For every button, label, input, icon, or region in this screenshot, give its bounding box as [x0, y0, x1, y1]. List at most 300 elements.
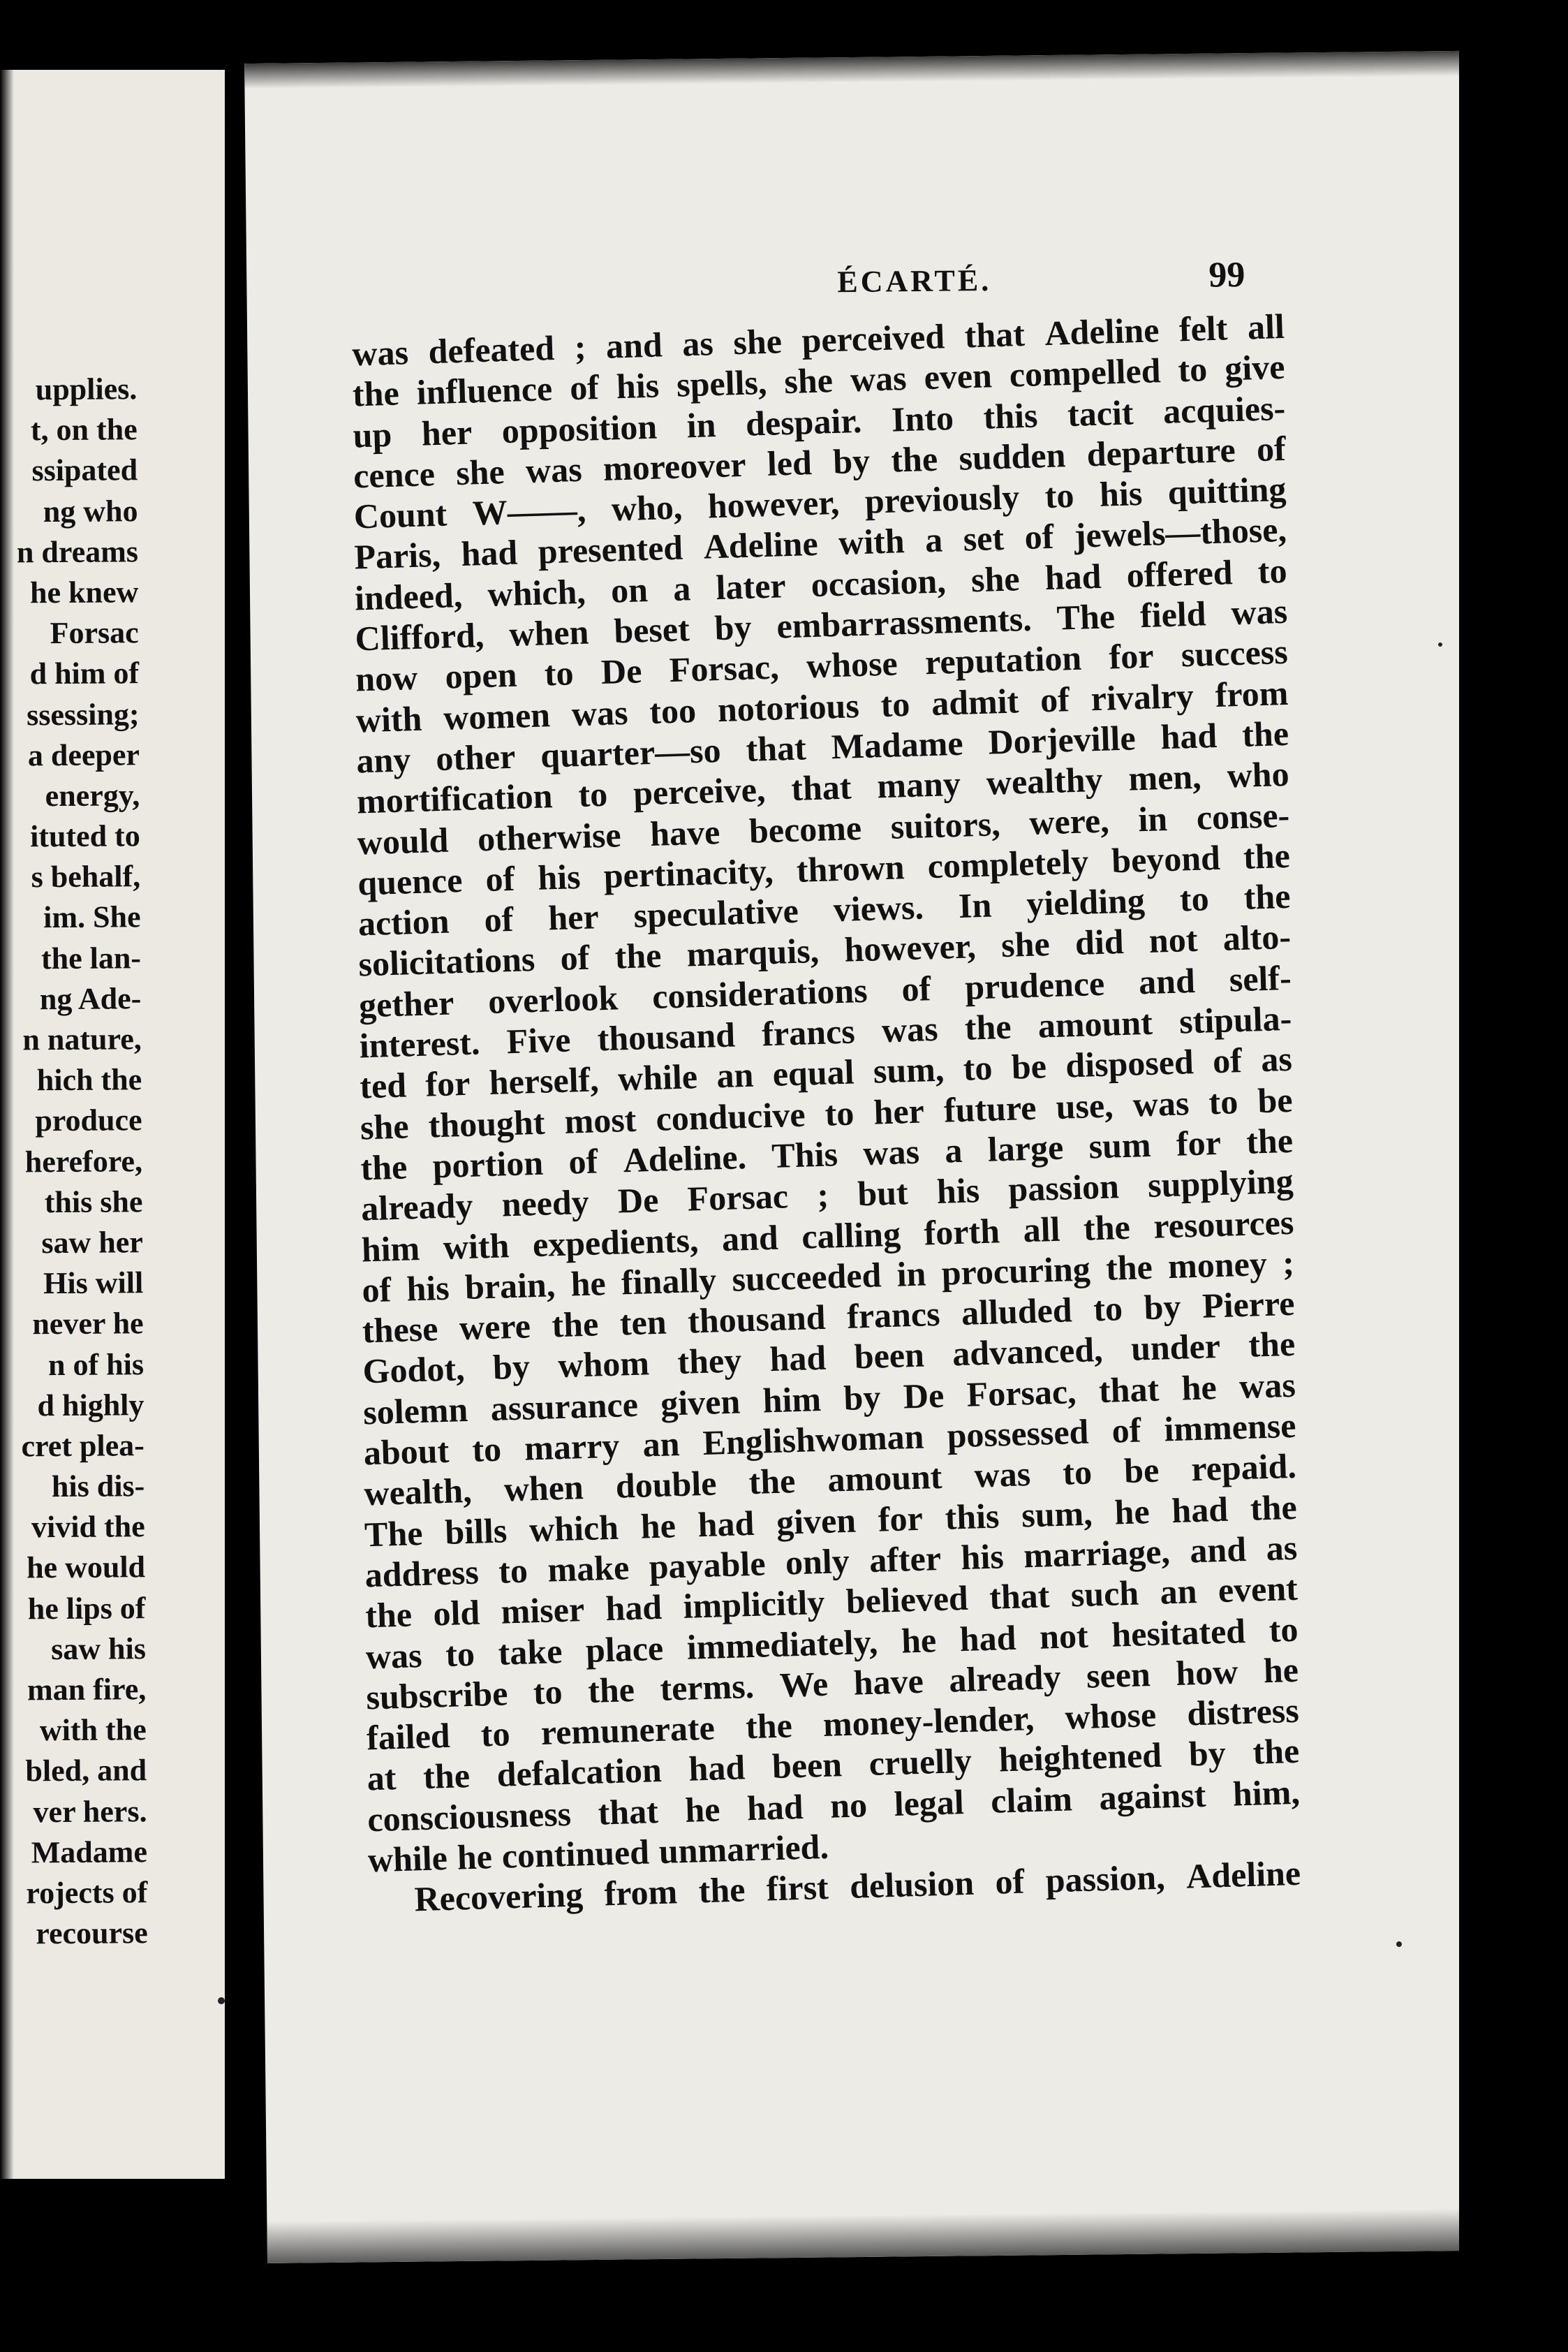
word: The — [1056, 596, 1116, 638]
word: otherwise — [477, 814, 622, 858]
word: had — [746, 1786, 804, 1828]
word: old — [432, 1592, 480, 1633]
word: Adeline — [702, 524, 819, 567]
word: quarter—so — [540, 730, 722, 775]
word: take — [497, 1631, 563, 1673]
word: for — [1176, 1122, 1222, 1163]
word: of — [568, 1141, 598, 1182]
ink-speck — [218, 1997, 225, 2004]
word: the — [697, 1869, 746, 1911]
word: immense — [1163, 1405, 1297, 1449]
word: were — [459, 1306, 531, 1348]
word: she — [732, 321, 783, 362]
word: of — [361, 1270, 392, 1310]
word: was — [525, 449, 583, 491]
word: felt — [1178, 308, 1229, 349]
word: had — [1160, 715, 1218, 757]
word: not — [1148, 920, 1199, 961]
word: women — [443, 694, 551, 737]
word: prudence — [964, 963, 1105, 1007]
word: no — [829, 1784, 868, 1825]
word: thousand — [596, 1015, 736, 1059]
word: as — [681, 323, 714, 364]
word: to — [1093, 1288, 1123, 1329]
word: thought — [427, 1102, 546, 1145]
word: many — [876, 764, 961, 806]
word: this — [944, 1496, 1000, 1537]
word: given — [660, 1381, 741, 1423]
word: large — [987, 1127, 1064, 1169]
word: the — [364, 1594, 413, 1636]
word: in — [686, 404, 717, 445]
word: thousand — [687, 1297, 827, 1341]
word: he — [457, 1837, 493, 1877]
left-page-line: herefore, — [24, 1143, 143, 1179]
word: did — [1074, 922, 1125, 963]
word: to — [498, 1550, 528, 1591]
word: had — [959, 1617, 1017, 1659]
word: ten — [619, 1302, 667, 1343]
left-page-line: im. She — [43, 899, 141, 935]
left-page-line: saw his — [50, 1631, 147, 1666]
word: alto- — [1222, 917, 1292, 959]
word: marriage, — [1023, 1531, 1171, 1575]
word: for — [424, 1064, 471, 1104]
word: assurance — [489, 1384, 639, 1428]
word: reputation — [924, 638, 1082, 682]
word: which — [528, 1507, 619, 1550]
word: solemn — [362, 1389, 469, 1432]
word: consciousness — [367, 1793, 572, 1839]
word: from — [1214, 672, 1289, 714]
word: his — [1099, 473, 1143, 514]
word: unmarried. — [658, 1826, 829, 1871]
word: wealthy — [986, 760, 1104, 802]
word: legal — [893, 1781, 965, 1823]
left-page-line: a deeper — [27, 737, 140, 773]
word: she — [970, 559, 1021, 600]
word: later — [715, 565, 787, 607]
word: by — [843, 1377, 882, 1418]
word: they — [676, 1340, 742, 1382]
word: influence — [415, 369, 553, 413]
word: miser — [500, 1589, 585, 1631]
word: Forsac, — [966, 1371, 1077, 1414]
word: supplying — [1147, 1161, 1294, 1205]
word: future — [943, 1087, 1037, 1130]
ink-speck — [1438, 642, 1442, 647]
word: De — [617, 1180, 660, 1221]
word: claim — [990, 1779, 1073, 1821]
word: now — [355, 658, 419, 699]
word: distress — [1186, 1690, 1300, 1733]
word: her — [873, 1091, 925, 1132]
word: Adeline — [1044, 310, 1160, 353]
word: an — [642, 1424, 681, 1464]
left-page-line: this she — [44, 1184, 143, 1219]
word: up — [352, 414, 393, 455]
word: terms. — [659, 1666, 755, 1708]
word: who — [1226, 754, 1290, 795]
word: the — [1243, 835, 1291, 876]
left-page — [0, 70, 225, 2179]
word: Forsac — [686, 1176, 789, 1219]
word: to — [544, 653, 575, 693]
word: first — [766, 1867, 829, 1909]
word: in — [1137, 798, 1168, 839]
page-top-edge — [244, 51, 1459, 89]
word: procuring — [940, 1249, 1091, 1293]
left-page-line: produce — [35, 1103, 142, 1138]
word: resources — [1153, 1202, 1294, 1246]
word: notorious — [717, 685, 860, 729]
word: success — [1181, 632, 1289, 675]
word: place — [585, 1628, 664, 1670]
word: be — [1257, 1080, 1294, 1120]
word: conducive — [655, 1094, 806, 1138]
word: only — [785, 1541, 850, 1582]
word: moreover — [602, 444, 747, 488]
left-page-line: he lips of — [27, 1590, 146, 1626]
word: sudden — [958, 435, 1067, 478]
word: In — [958, 885, 993, 926]
word: conse- — [1195, 795, 1290, 837]
word: brain, — [464, 1265, 556, 1307]
word: all — [1022, 1209, 1061, 1249]
word: at — [366, 1758, 397, 1798]
word: him, — [1232, 1772, 1301, 1814]
word: led — [767, 442, 813, 483]
word: that — [1098, 1369, 1160, 1410]
word: be — [1123, 1450, 1160, 1491]
word: after — [868, 1538, 942, 1580]
word: when — [503, 1467, 584, 1509]
left-page-line: energy, — [45, 778, 140, 814]
word: sum, — [1021, 1493, 1093, 1535]
word: repaid. — [1190, 1446, 1297, 1489]
left-page-line: ng who — [43, 493, 138, 529]
word: Clifford, — [354, 615, 485, 659]
word: become — [748, 807, 862, 851]
word: to — [1208, 1081, 1239, 1122]
word: whose — [1064, 1694, 1157, 1737]
word: marquis, — [686, 931, 820, 974]
word: ; — [816, 1175, 829, 1215]
word: to — [824, 1093, 855, 1133]
word: amount — [827, 1457, 943, 1500]
word: an — [1159, 1571, 1198, 1612]
word: have — [852, 1661, 924, 1703]
word: opposition — [501, 406, 658, 450]
word: she — [1000, 924, 1051, 965]
word: self- — [1228, 957, 1292, 999]
word: too — [649, 690, 697, 731]
word: implicitly — [682, 1582, 826, 1626]
word: been — [853, 1335, 925, 1376]
word: mortification — [356, 776, 554, 821]
word: he — [1263, 1649, 1299, 1691]
word: perceive, — [633, 770, 767, 813]
word: he — [684, 1789, 721, 1830]
word: double — [615, 1463, 718, 1506]
word: francs — [761, 1011, 856, 1054]
word: suitors, — [889, 803, 1001, 846]
word: to — [1062, 1452, 1093, 1493]
left-page-line: ver hers. — [33, 1793, 147, 1829]
word: Recovering — [413, 1874, 584, 1919]
word: Adeline — [1185, 1853, 1301, 1896]
word: quence — [357, 860, 464, 903]
word: was — [571, 692, 629, 733]
left-page-line: the lan- — [40, 940, 142, 976]
word: to — [533, 1671, 563, 1712]
word: equal — [771, 1052, 855, 1094]
word: We — [778, 1663, 829, 1705]
word: defeated — [427, 328, 555, 372]
word: as — [1265, 1527, 1298, 1568]
word: of — [569, 367, 600, 408]
word: she — [783, 360, 834, 402]
word: his — [616, 365, 660, 406]
word: remunerate — [540, 1707, 716, 1753]
word: presented — [537, 528, 683, 572]
word: departure — [1086, 429, 1236, 474]
left-page-line: recourse — [36, 1916, 148, 1951]
word: to — [577, 774, 608, 815]
word: immediately, — [686, 1622, 879, 1667]
left-page-line: d highly — [37, 1387, 145, 1423]
left-page-line: n nature, — [22, 1022, 142, 1057]
word: of — [901, 968, 931, 1009]
word: despair. — [745, 400, 863, 443]
left-page-line: he knew — [29, 575, 139, 610]
word: how — [1175, 1652, 1239, 1693]
word: W——, — [471, 490, 587, 533]
word: him — [361, 1228, 420, 1269]
word: beset — [613, 609, 690, 651]
word: a — [924, 520, 943, 560]
word: him — [762, 1379, 822, 1420]
word: was — [850, 358, 908, 399]
word: ; — [573, 327, 587, 367]
word: his — [936, 1170, 980, 1212]
word: solicitations — [357, 939, 536, 984]
word: previously — [864, 477, 1020, 521]
word: these — [362, 1309, 439, 1351]
word: a — [944, 1130, 963, 1170]
left-page-line: Forsac — [50, 615, 139, 651]
word: disposed — [1065, 1042, 1195, 1085]
word: and — [721, 1217, 779, 1258]
left-page-line: n dreams — [16, 534, 139, 570]
word: address — [364, 1552, 480, 1595]
word: the — [360, 1147, 408, 1188]
word: beyond — [1111, 837, 1221, 881]
left-page-line: rojects of — [26, 1875, 148, 1911]
word: who, — [611, 487, 683, 529]
word: the — [890, 439, 938, 480]
word: the — [352, 373, 400, 414]
word: offered — [1125, 552, 1234, 595]
word: an — [716, 1055, 755, 1096]
word: portion — [431, 1142, 544, 1186]
word: the — [1250, 1487, 1298, 1528]
word: even — [923, 355, 993, 397]
word: yielding — [1026, 881, 1146, 924]
word: failed — [366, 1715, 451, 1758]
word: the — [614, 936, 663, 977]
word: embarrassments. — [776, 598, 1033, 646]
word: of — [1111, 1410, 1142, 1450]
left-page-line: his dis- — [51, 1469, 145, 1504]
word: given — [776, 1500, 857, 1542]
right-scan-border — [1459, 0, 1568, 2352]
word: acquies- — [1162, 388, 1286, 431]
left-page-line: never he — [32, 1306, 144, 1342]
word: succeeded — [731, 1255, 882, 1299]
word: the — [1248, 1324, 1296, 1365]
word: was — [1132, 1082, 1190, 1124]
word: by — [832, 441, 871, 481]
word: defalcation — [496, 1750, 663, 1795]
word: her — [421, 412, 473, 453]
word: jewels—those, — [1074, 510, 1287, 556]
left-page-line: Madame — [31, 1834, 148, 1870]
word: field — [1139, 594, 1207, 635]
word: of — [1040, 679, 1070, 720]
word: quitting — [1167, 469, 1287, 513]
word: about — [363, 1430, 450, 1473]
word: was — [881, 1008, 939, 1050]
right-page — [244, 51, 1482, 2263]
word: men, — [1127, 756, 1202, 798]
word: be — [1011, 1046, 1047, 1087]
word: to — [445, 1633, 475, 1674]
word: his — [960, 1536, 1005, 1577]
word: ted — [359, 1065, 407, 1106]
left-page-line: ssipated — [31, 453, 138, 488]
word: money — [1167, 1243, 1268, 1286]
word: to — [962, 1048, 993, 1089]
word: This — [771, 1134, 838, 1175]
left-page-line: n of his — [47, 1346, 145, 1382]
word: to — [471, 1429, 502, 1469]
left-page-line: ituted to — [29, 818, 140, 854]
page-bottom-edge — [267, 2209, 1482, 2263]
left-page-line: ng Ade- — [39, 981, 142, 1017]
word: was — [351, 332, 409, 374]
word: sum — [1088, 1124, 1152, 1166]
book-gutter — [225, 0, 244, 2352]
word: De — [903, 1375, 945, 1416]
left-page-line: cret plea- — [21, 1428, 145, 1464]
word: but — [857, 1173, 909, 1214]
word: to — [880, 684, 911, 724]
word: admit — [931, 680, 1019, 723]
word: the — [587, 1669, 635, 1710]
word: which, — [487, 571, 586, 614]
word: perceived — [801, 316, 945, 360]
word: wealth, — [363, 1471, 473, 1513]
word: Forsac, — [668, 647, 780, 690]
word: the — [1105, 1247, 1153, 1288]
word: she — [455, 451, 505, 493]
word: by — [492, 1346, 531, 1388]
word: his — [406, 1267, 450, 1309]
word: and — [1189, 1529, 1247, 1571]
word: the — [964, 1006, 1012, 1048]
word: were, — [1028, 800, 1110, 842]
left-page-line: s behalf, — [31, 859, 141, 895]
word: ; — [1282, 1242, 1295, 1283]
word: tacit — [1067, 392, 1134, 434]
word: would — [356, 820, 450, 862]
word: her — [547, 897, 600, 938]
word: the — [422, 1756, 471, 1797]
word: cence — [353, 453, 436, 496]
word: Count — [353, 494, 448, 536]
word: set — [962, 518, 1005, 559]
left-page-line: t, on the — [30, 412, 138, 448]
word: views. — [832, 887, 924, 929]
word: the — [551, 1304, 599, 1345]
word: had — [1044, 556, 1102, 597]
word: De — [600, 651, 643, 692]
word: any — [355, 740, 412, 781]
left-page-line: with the — [39, 1712, 147, 1748]
word: he — [1114, 1491, 1151, 1532]
word: hesitated — [1111, 1610, 1246, 1654]
word: payable — [648, 1543, 767, 1587]
ink-speck — [1396, 1941, 1402, 1947]
word: most — [563, 1099, 637, 1141]
word: however, — [707, 483, 841, 526]
word: cruelly — [868, 1741, 972, 1784]
word: continued — [501, 1832, 650, 1876]
word: Paris, — [353, 535, 441, 577]
word: with — [443, 1225, 510, 1267]
word: against — [1098, 1774, 1207, 1817]
word: Madame — [830, 723, 964, 767]
word: this — [982, 395, 1039, 436]
word: Godot, — [362, 1348, 466, 1391]
word: had — [605, 1587, 663, 1629]
word: whose — [806, 643, 898, 686]
word: Pierre — [1201, 1283, 1296, 1325]
word: was — [1238, 1365, 1296, 1406]
word: delusion — [849, 1862, 975, 1906]
word: use, — [1055, 1085, 1114, 1126]
word: that — [745, 728, 807, 769]
word: subscribe — [365, 1673, 509, 1717]
word: finally — [621, 1260, 717, 1302]
word: amount — [1037, 1002, 1153, 1045]
word: his — [537, 856, 582, 897]
word: forth — [923, 1210, 1000, 1253]
word: had — [697, 1503, 755, 1544]
word: had — [688, 1747, 746, 1789]
word: by — [713, 607, 753, 648]
word: was — [973, 1454, 1031, 1495]
word: the — [1241, 713, 1289, 754]
word: make — [547, 1548, 630, 1589]
word: herself, — [488, 1059, 600, 1103]
word: a — [672, 568, 692, 608]
word: been — [771, 1744, 843, 1786]
word: bills — [444, 1510, 508, 1552]
word: with — [838, 521, 905, 563]
word: he — [1181, 1367, 1218, 1408]
